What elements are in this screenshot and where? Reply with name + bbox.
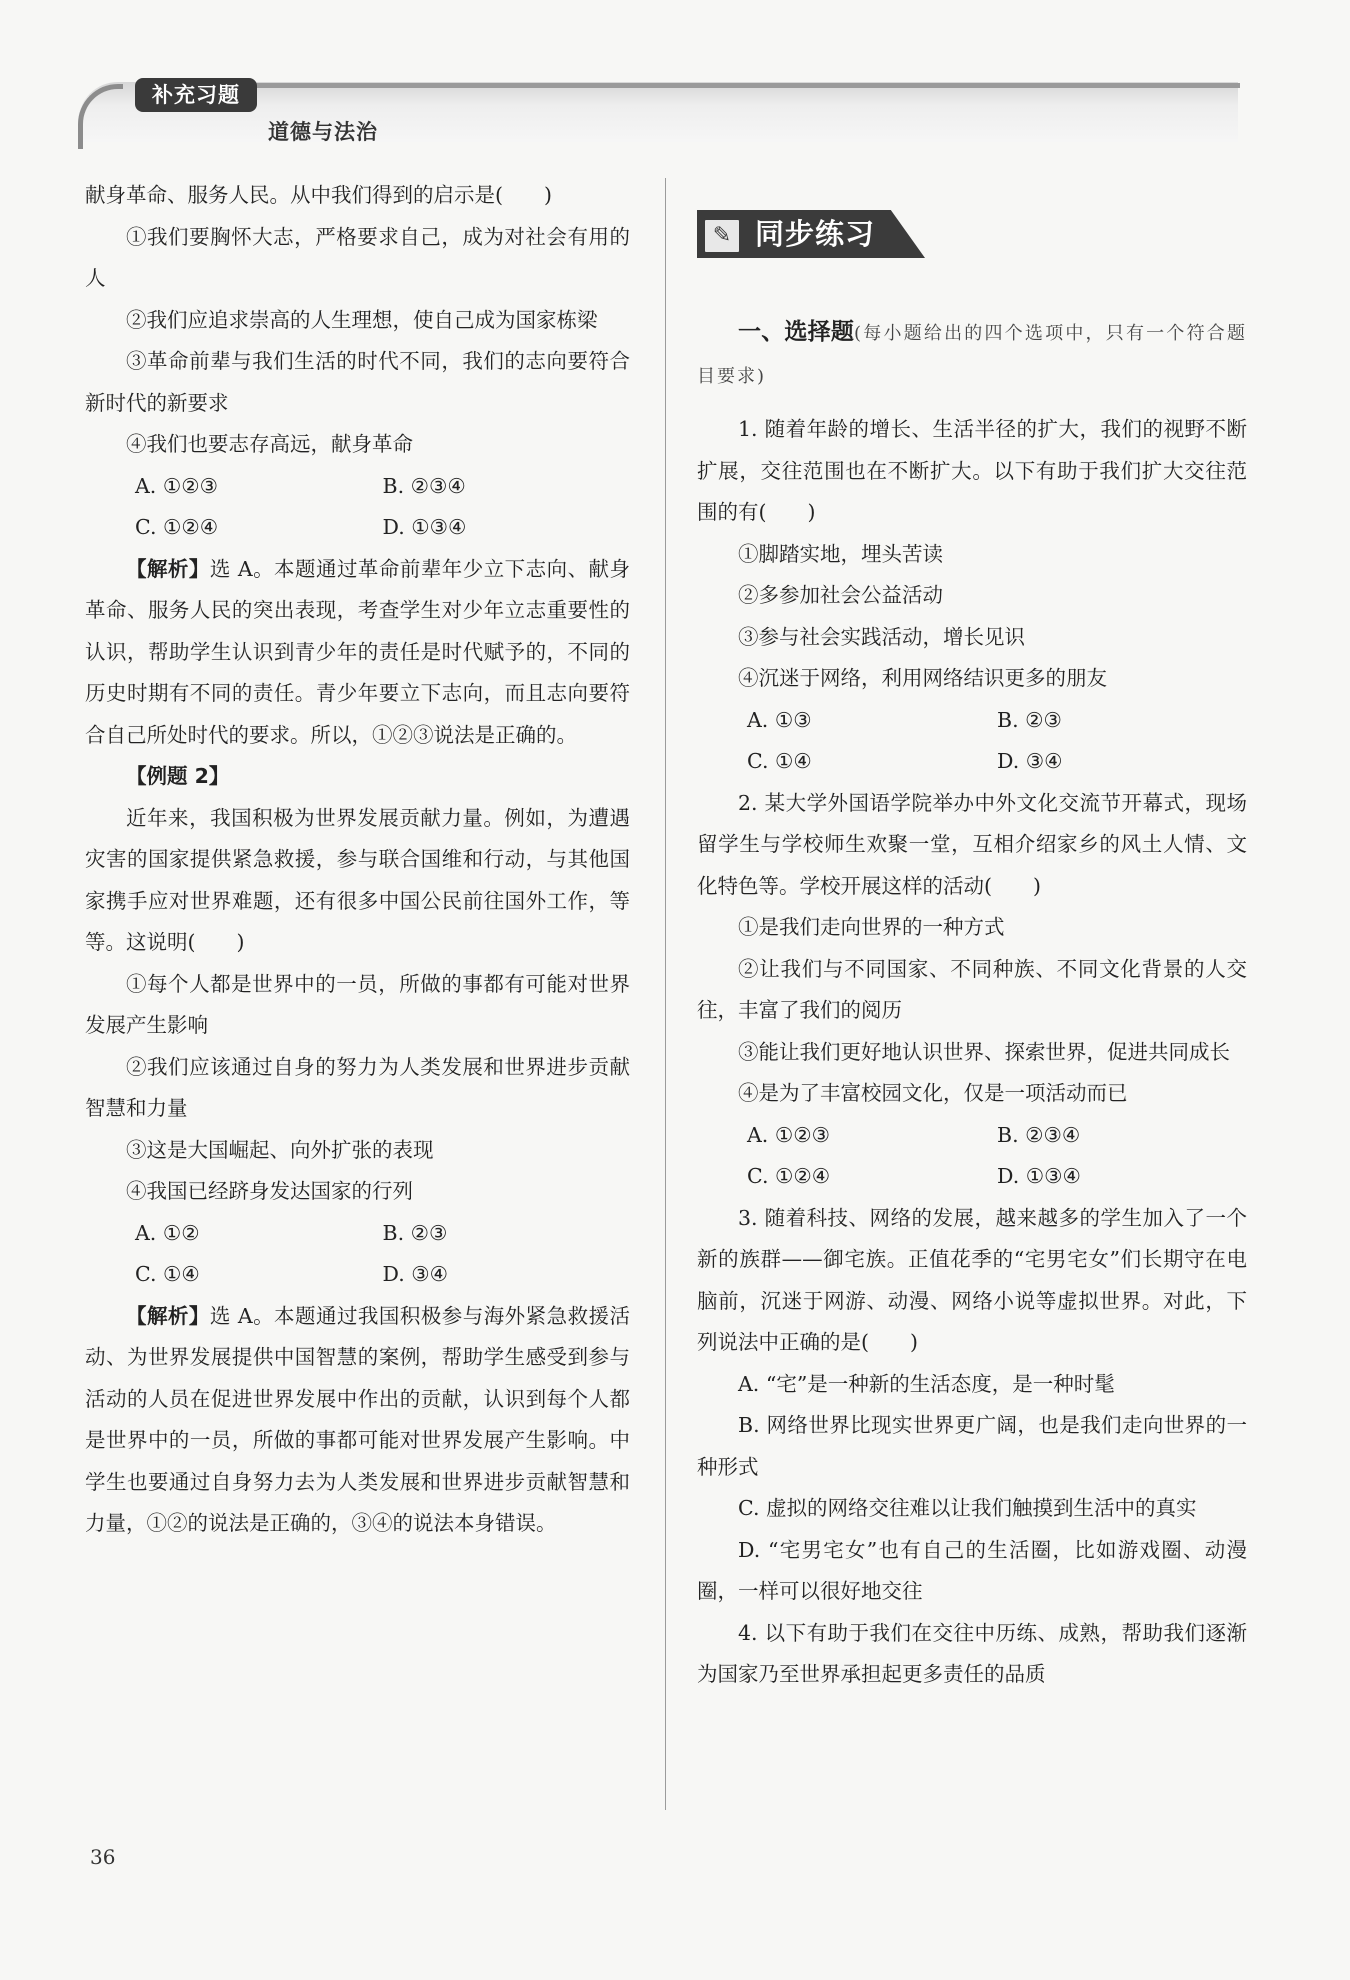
paperclip-icon: ✎ (703, 218, 741, 254)
example-2-option-3: ③这是大国崛起、向外扩张的表现 (126, 1137, 434, 1162)
option-3: ③革命前辈与我们生活的时代不同，我们的志向要符合新时代的新要求 (85, 349, 630, 415)
q1-option-1: ①脚踏实地，埋头苦读 (738, 541, 943, 566)
q3-choice-b: B. 网络世界比现实世界更广阔，也是我们走向世界的一种形式 (697, 1413, 1247, 1479)
q2-option-2: ②让我们与不同国家、不同种族、不同文化背景的人交往，丰富了我们的阅历 (697, 956, 1247, 1022)
example-2-option-1: ①每个人都是世界中的一员，所做的事都有可能对世界发展产生影响 (85, 971, 630, 1037)
option-2: ②我们应追求崇高的人生理想，使自己成为国家栋梁 (126, 307, 598, 332)
page-number: 36 (90, 1845, 116, 1869)
left-column (85, 175, 630, 1545)
choice-b: B. ②③ (997, 707, 1062, 732)
option-1: ①我们要胸怀大志，严格要求自己，成为对社会有用的人 (85, 224, 630, 290)
choice-d: D. ①③④ (997, 1164, 1081, 1188)
q1-option-2: ②多参加社会公益活动 (738, 583, 943, 607)
choice-a: A. ①②③ (135, 473, 218, 498)
explanation-1 (85, 549, 630, 757)
question-group-heading: 一、选择题(每小题给出的四个选项中，只有一个符合题目要求) (697, 319, 1248, 387)
choice-c: C. ①②④ (747, 1164, 831, 1188)
choice-b: B. ②③④ (382, 473, 466, 498)
explanation-label: 【解析】 (126, 556, 210, 581)
example-2-option-4: ④我国已经跻身发达国家的行列 (126, 1179, 413, 1203)
choices-row (85, 507, 630, 549)
explanation-2 (85, 1296, 630, 1545)
header-rule (255, 83, 1240, 88)
choices-row (85, 466, 630, 508)
question-4: 4. 以下有助于我们在交往中历练、成熟，帮助我们逐渐为国家乃至世界承担起更多责任的品质 (697, 1620, 1247, 1686)
q1-option-4: ④沉迷于网络，利用网络结识更多的朋友 (738, 666, 1107, 690)
choice-a: A. ①② (135, 1220, 200, 1245)
choices-row (85, 1254, 630, 1296)
section-banner (697, 210, 925, 260)
choices-row (85, 1213, 630, 1255)
choice-c: C. ①④ (135, 1262, 200, 1286)
header-tag: 补充习题 (135, 78, 257, 112)
example-2-option-2: ②我们应该通过自身的努力为人类发展和世界进步贡献智慧和力量 (85, 1054, 630, 1120)
header-subtitle: 道德与法治 (268, 120, 378, 144)
choices-row (697, 741, 1247, 783)
header-curve (78, 84, 123, 149)
question-stem-continued: 献身革命、服务人民。从中我们得到的启示是( ) (85, 183, 552, 207)
explanation-text: 选 A。本题通过我国积极参与海外紧急救援活动、为世界发展提供中国智慧的案例，帮助学生感受到参与活动的人员在促进世界发展中作出的贡献，认识到每个人都是世界中的一员，所做的事都可能对世界发展产生影响。中学生也要通过自身努力去为人类发展和世界进步贡献智慧和力量，①②的说法是正确的，③④的说法本身错误。 (85, 1303, 631, 1535)
choice-d: D. ③④ (997, 749, 1063, 773)
choices-row (697, 700, 1247, 742)
example-2-label: 【例题 2】 (126, 764, 230, 788)
q2-option-1: ①是我们走向世界的一种方式 (738, 915, 1005, 939)
choice-a: A. ①②③ (747, 1122, 830, 1147)
right-column (697, 312, 1247, 1696)
choice-b: B. ②③④ (997, 1122, 1081, 1147)
q3-choice-d: D. “宅男宅女”也有自己的生活圈，比如游戏圈、动漫圈，一样可以很好地交往 (697, 1537, 1247, 1603)
option-4: ④我们也要志存高远，献身革命 (126, 432, 413, 456)
question-3: 3. 随着科技、网络的发展，越来越多的学生加入了一个新的族群——御宅族。正值花季的“宅男宅女”们长期守在电脑前，沉迷于网游、动漫、网络小说等虚拟世界。对此，下列说法中正确的是( ) (697, 1205, 1247, 1354)
question-2: 2. 某大学外国语学院举办中外文化交流节开幕式，现场留学生与学校师生欢聚一堂，互相介绍家乡的风土人情、文化特色等。学校开展这样的活动( ) (697, 790, 1247, 898)
choice-c: C. ①②④ (135, 515, 219, 539)
q2-option-3: ③能让我们更好地认识世界、探索世界，促进共同成长 (738, 1039, 1230, 1064)
q1-option-3: ③参与社会实践活动，增长见识 (738, 624, 1025, 649)
question-1: 1. 随着年龄的增长、生活半径的扩大，我们的视野不断扩展，交往范围也在不断扩大。以下有助于我们扩大交往范围的有( ) (697, 417, 1247, 524)
choice-c: C. ①④ (747, 749, 812, 773)
section-title: 同步练习 (755, 217, 876, 251)
column-divider (665, 178, 666, 1810)
choice-d: D. ③④ (382, 1262, 448, 1286)
q2-option-4: ④是为了丰富校园文化，仅是一项活动而已 (738, 1081, 1128, 1105)
choices-row (697, 1115, 1247, 1157)
q3-choice-a: A. “宅”是一种新的生活态度，是一种时髦 (738, 1371, 1115, 1396)
explanation-label: 【解析】 (126, 1303, 210, 1328)
example-2-stem: 近年来，我国积极为世界发展贡献力量。例如，为遭遇灾害的国家提供紧急救援，参与联合国维和行动，与其他国家携手应对世界难题，还有很多中国公民前往国外工作，等等。这说明( ) (85, 805, 630, 954)
choice-d: D. ①③④ (382, 515, 467, 539)
q3-choice-c: C. 虚拟的网络交往难以让我们触摸到生活中的真实 (738, 1496, 1197, 1520)
choices-row (697, 1156, 1247, 1198)
explanation-text: 选 A。本题通过革命前辈年少立下志向、献身革命、服务人民的突出表现，考查学生对少年立志重要性的认识，帮助学生认识到青少年的责任是时代赋予的，不同的历史时期有不同的责任。青少年要立下志向，而且志向要符合自己所处时代的要求。所以，①②③说法是正确的。 (85, 556, 631, 747)
choice-b: B. ②③ (382, 1220, 448, 1245)
choice-a: A. ①③ (747, 707, 812, 732)
